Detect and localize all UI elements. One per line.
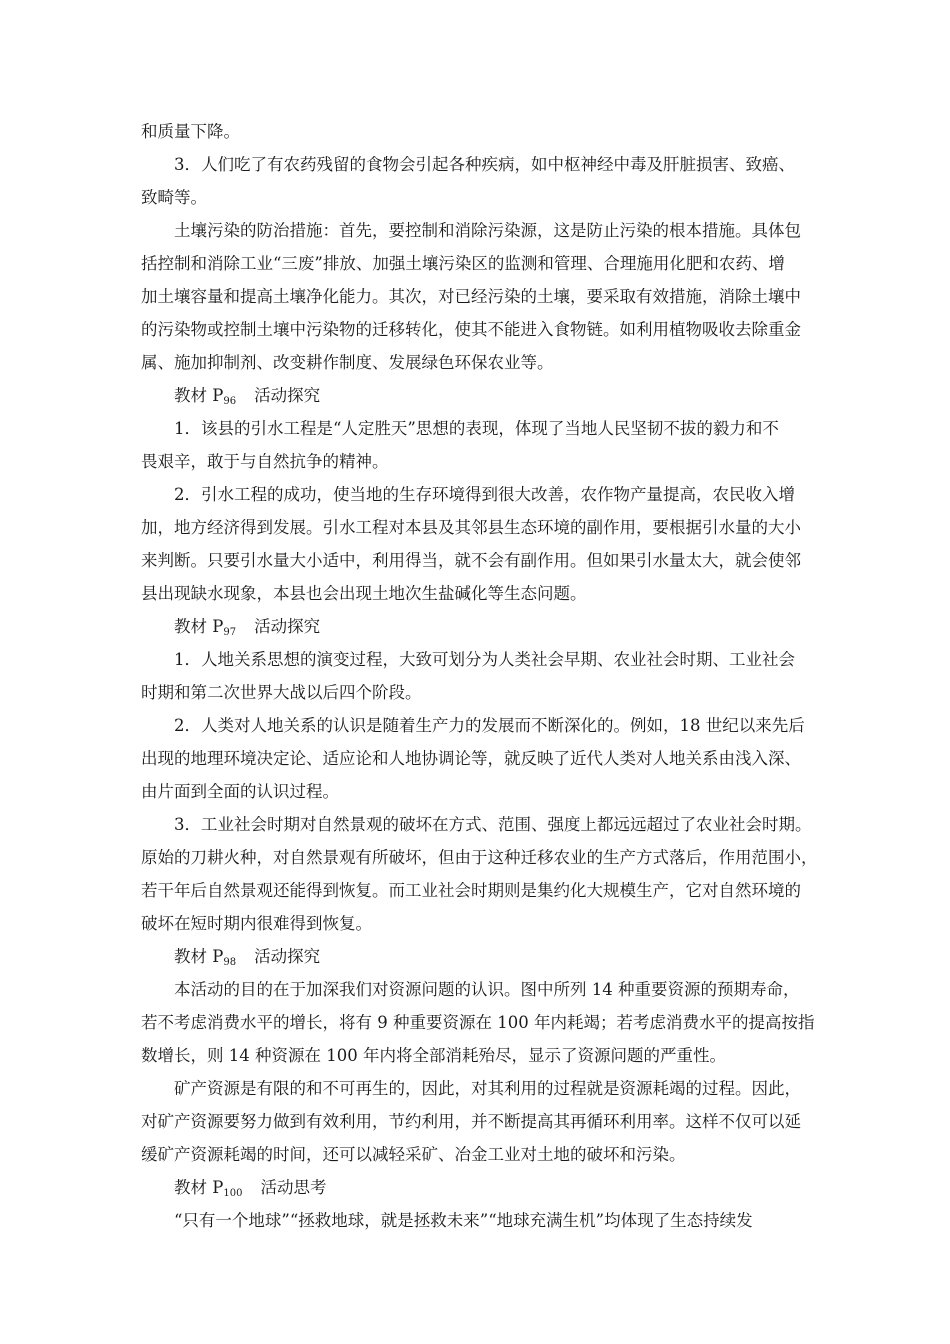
text-line: 原始的刀耕火种，对自然景观有所破坏，但由于这种迁移农业的生产方式落后，作用范围小， — [141, 848, 818, 867]
section-heading — [174, 1177, 854, 1205]
text-line: 缓矿产资源耗竭的时间，还可以减轻采矿、冶金工业对土地的破坏和污染。 — [141, 1145, 686, 1164]
text-line: 县出现缺水现象，本县也会出现土地次生盐碱化等生态问题。 — [141, 584, 587, 603]
heading-title: 活动探究 — [254, 947, 321, 966]
text-line: 对矿产资源要努力做到有效利用，节约利用，并不断提高其再循环利用率。这样不仅可以延 — [141, 1112, 801, 1131]
text-line: “只有一个地球”“拯救地球，就是拯救未来”“地球充满生机”均体现了生态持续发 — [174, 1211, 753, 1230]
text-line: 2．引水工程的成功，使当地的生存环境得到很大改善，农作物产量提高，农民收入增 — [174, 485, 795, 504]
text-line: 来判断。只要引水量大小适中，利用得当，就不会有副作用。但如果引水量太大，就会使邻 — [141, 551, 801, 570]
text-line: 加土壤容量和提高土壤净化能力。其次，对已经污染的土壤，要采取有效措施，消除土壤中 — [141, 287, 801, 306]
heading-page-number: 100 — [223, 1188, 243, 1199]
heading-page-number: 97 — [223, 627, 237, 638]
text-line: 1．该县的引水工程是“人定胜天”思想的表现，体现了当地人民坚韧不拔的毅力和不 — [174, 419, 779, 438]
text-line: 1．人地关系思想的演变过程，大致可划分为人类社会早期、农业社会时期、工业社会 — [174, 650, 795, 669]
text-line: 和质量下降。 — [141, 122, 240, 141]
text-line: 数增长，则 14 种资源在 100 年内将全部消耗殆尽，显示了资源问题的严重性。 — [141, 1046, 726, 1065]
text-line: 2．人类对人地关系的认识是随着生产力的发展而不断深化的。例如，18 世纪以来先后 — [174, 716, 805, 735]
heading-page-number: 98 — [223, 957, 237, 968]
section-heading — [174, 616, 854, 644]
heading-title: 活动思考 — [260, 1178, 327, 1197]
text-line: 由片面到全面的认识过程。 — [141, 782, 339, 801]
heading-prefix: 教材 P — [174, 947, 224, 966]
text-line: 畏艰辛，敢于与自然抗争的精神。 — [141, 452, 389, 471]
text-line: 破坏在短时期内很难得到恢复。 — [141, 914, 372, 933]
text-line: 加，地方经济得到发展。引水工程对本县及其邻县生态环境的副作用，要根据引水量的大小 — [141, 518, 801, 537]
section-heading — [174, 385, 854, 413]
text-line: 土壤污染的防治措施：首先，要控制和消除污染源，这是防止污染的根本措施。具体包 — [174, 221, 801, 240]
text-line: 若干年后自然景观还能得到恢复。而工业社会时期则是集约化大规模生产，它对自然环境的 — [141, 881, 801, 900]
heading-prefix: 教材 P — [174, 386, 224, 405]
text-line: 3．人们吃了有农药残留的食物会引起各种疾病，如中枢神经中毒及肝脏损害、致癌、 — [174, 155, 795, 174]
text-line: 致畸等。 — [141, 188, 207, 207]
text-line: 矿产资源是有限的和不可再生的，因此，对其利用的过程就是资源耗竭的过程。因此， — [174, 1079, 801, 1098]
text-line: 括控制和消除工业“三废”排放、加强土壤污染区的监测和管理、合理施用化肥和农药、增 — [141, 254, 785, 273]
section-heading — [174, 946, 854, 974]
text-line: 时期和第二次世界大战以后四个阶段。 — [141, 683, 422, 702]
text-line: 的污染物或控制土壤中污染物的迁移转化，使其不能进入食物链。如利用植物吸收去除重金 — [141, 320, 801, 339]
text-line: 若不考虑消费水平的增长，将有 9 种重要资源在 100 年内耗竭；若考虑消费水平的提高按指 — [141, 1013, 815, 1032]
heading-title: 活动探究 — [254, 386, 321, 405]
heading-page-number: 96 — [223, 396, 237, 407]
text-line: 属、施加抑制剂、改变耕作制度、发展绿色环保农业等。 — [141, 353, 554, 372]
heading-prefix: 教材 P — [174, 1178, 224, 1197]
heading-prefix: 教材 P — [174, 617, 224, 636]
heading-title: 活动探究 — [254, 617, 321, 636]
text-line: 3．工业社会时期对自然景观的破坏在方式、范围、强度上都远远超过了农业社会时期。 — [174, 815, 812, 834]
text-line: 出现的地理环境决定论、适应论和人地协调论等，就反映了近代人类对人地关系由浅入深、 — [141, 749, 801, 768]
text-line: 本活动的目的在于加深我们对资源问题的认识。图中所列 14 种重要资源的预期寿命， — [174, 980, 800, 999]
